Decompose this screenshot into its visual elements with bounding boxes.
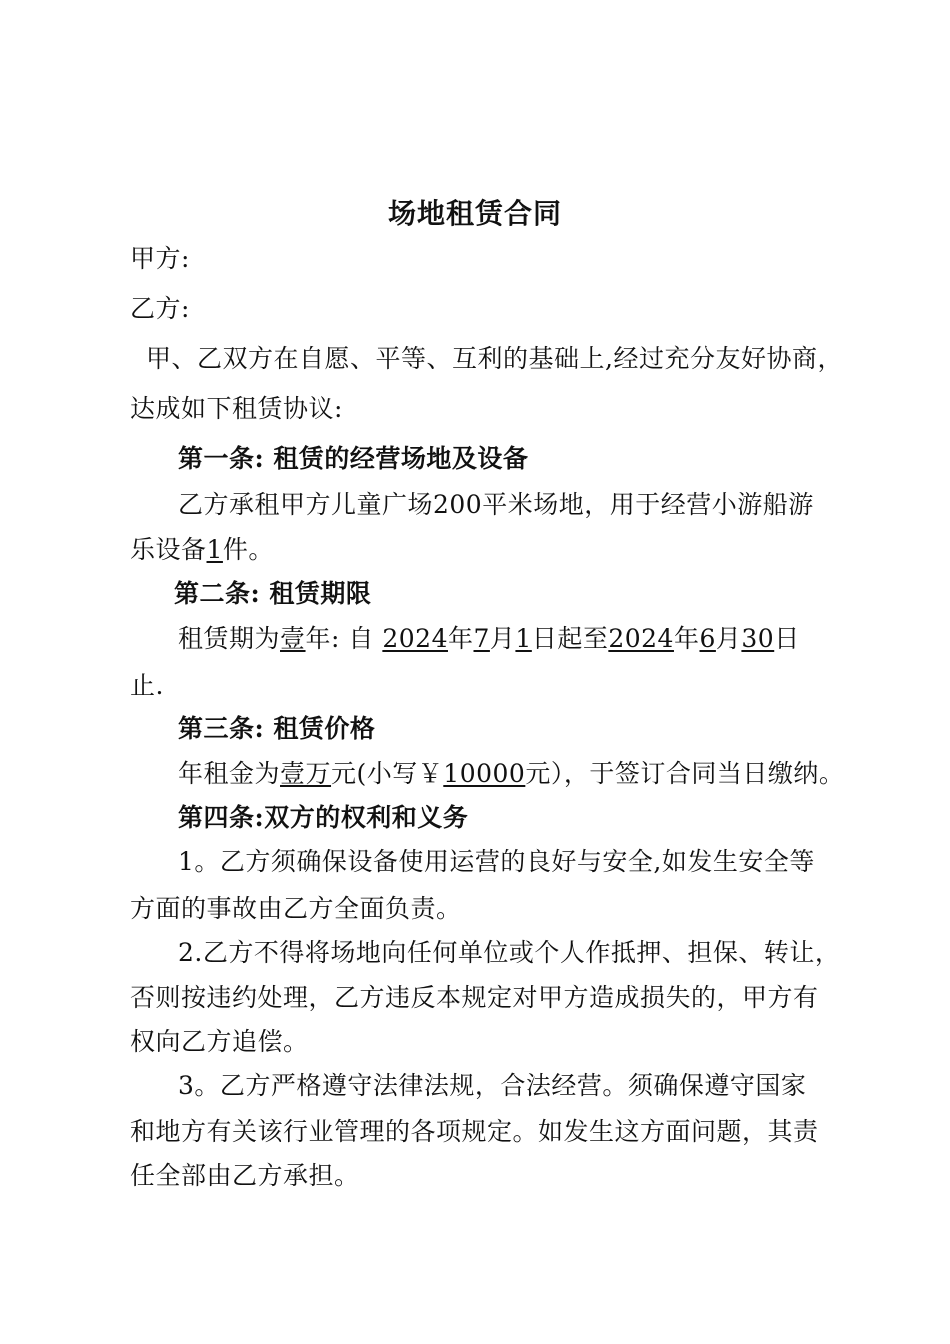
article-2-heading: 第二条: 租赁期限 (174, 579, 372, 608)
intro-line-2: 达成如下租赁协议: (130, 394, 343, 423)
party-a-label: 甲方: (130, 244, 190, 273)
equipment-quantity: 1 (206, 535, 223, 564)
article-4-heading: 第四条:双方的权利和义务 (178, 803, 469, 832)
rent-amount-number: 10000 (443, 759, 526, 788)
document-title: 场地租赁合同 (387, 197, 562, 230)
article-1-heading: 第一条: 租赁的经营场地及设备 (178, 444, 529, 473)
lease-term: 壹 (280, 624, 306, 653)
intro-line-1: 甲、乙双方在自愿、平等、互利的基础上,经过充分友好协商， (146, 344, 843, 373)
article-2-line-1: 租赁期为壹年: 自 2024年7月1日起至2024年6月30日 (178, 624, 800, 653)
article-4-item-2-line-3: 权向乙方追偿。 (130, 1027, 309, 1056)
article-1-line-1: 乙方承租甲方儿童广场200平米场地，用于经营小游船游 (178, 490, 814, 519)
article-3-line-1: 年租金为壹万元(小写￥10000元），于签订合同当日缴纳。 (178, 759, 845, 788)
end-month: 6 (699, 624, 716, 653)
article-4-item-1-line-2: 方面的事故由乙方全面负责。 (130, 894, 462, 923)
start-day: 1 (515, 624, 532, 653)
article-4-item-2-line-2: 否则按违约处理，乙方违反本规定对甲方造成损失的，甲方有 (130, 983, 819, 1012)
article-4-item-1-line-1: 1。乙方须确保设备使用运营的良好与安全,如发生安全等 (178, 847, 815, 876)
article-4-item-3-line-1: 3。乙方严格遵守法律法规，合法经营。须确保遵守国家 (178, 1071, 807, 1100)
end-day: 30 (741, 624, 775, 653)
start-year: 2024 (382, 624, 448, 653)
end-year: 2024 (608, 624, 674, 653)
article-2-line-2: 止. (130, 671, 164, 700)
party-b-label: 乙方: (130, 294, 190, 323)
article-4-item-2-line-1: 2.乙方不得将场地向任何单位或个人作抵押、担保、转让， (178, 938, 841, 967)
article-4-item-3-line-3: 任全部由乙方承担。 (130, 1161, 360, 1190)
article-4-item-3-line-2: 和地方有关该行业管理的各项规定。如发生这方面问题，其责 (130, 1117, 819, 1146)
rent-amount-chinese: 壹万 (280, 759, 332, 788)
article-1-line-2: 乐设备1件。 (130, 535, 274, 564)
start-month: 7 (473, 624, 490, 653)
article-3-heading: 第三条: 租赁价格 (178, 714, 376, 743)
